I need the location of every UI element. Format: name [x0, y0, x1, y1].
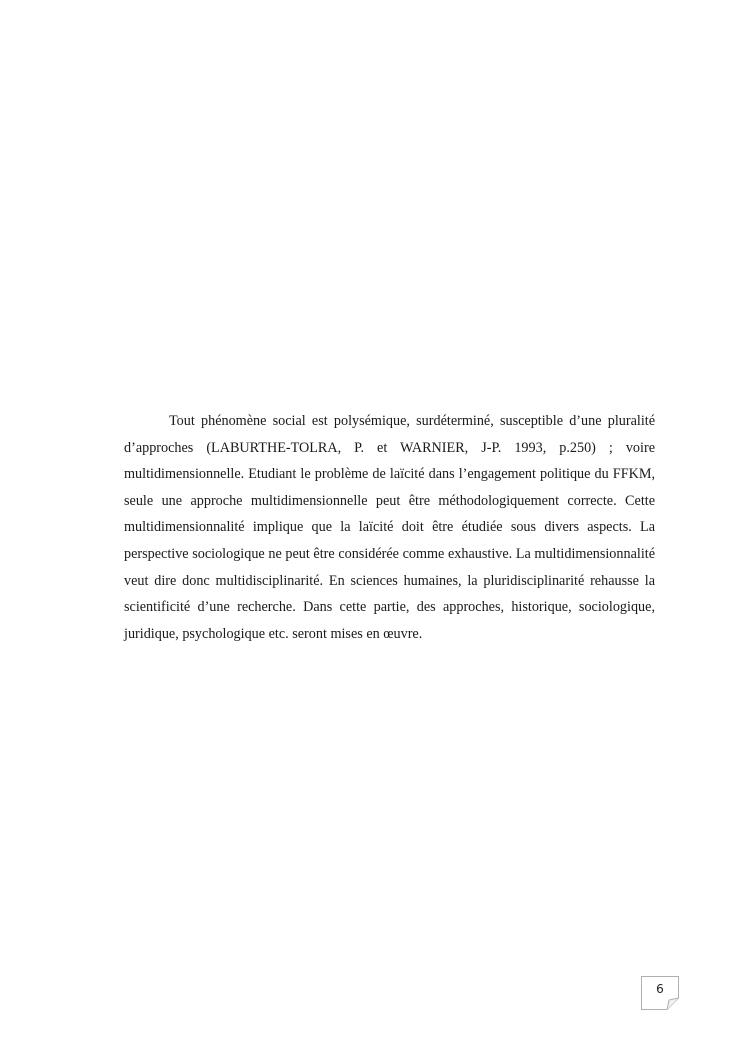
page-number: 6 [656, 982, 664, 996]
body-paragraph: Tout phénomène social est polysémique, surdéterminé, susceptible d’une pluralité d’approches (LABURTHE-TOLRA, P. et WARNIER, J-P. 1993, p.250) ; voire multidimensionnelle. Etudiant le problème de laïcité dans l’engagement politique du FFKM, seule une approche multidimensionnelle peut être méthodologiquement correcte. Cette multidimensionnalité implique que la laïcité doit être étudiée sous divers aspects. La perspective sociologique ne peut être considérée comme exhaustive. La multidimensionnalité veut dire donc multidisciplinarité. En sciences humaines, la pluridisciplinarité rehausse la scientificité d’une recherche. Dans cette partie, des approches, historique, sociologique, juridique, psychologique etc. seront mises en œuvre. [124, 413, 655, 642]
page-number-box [641, 976, 679, 1010]
